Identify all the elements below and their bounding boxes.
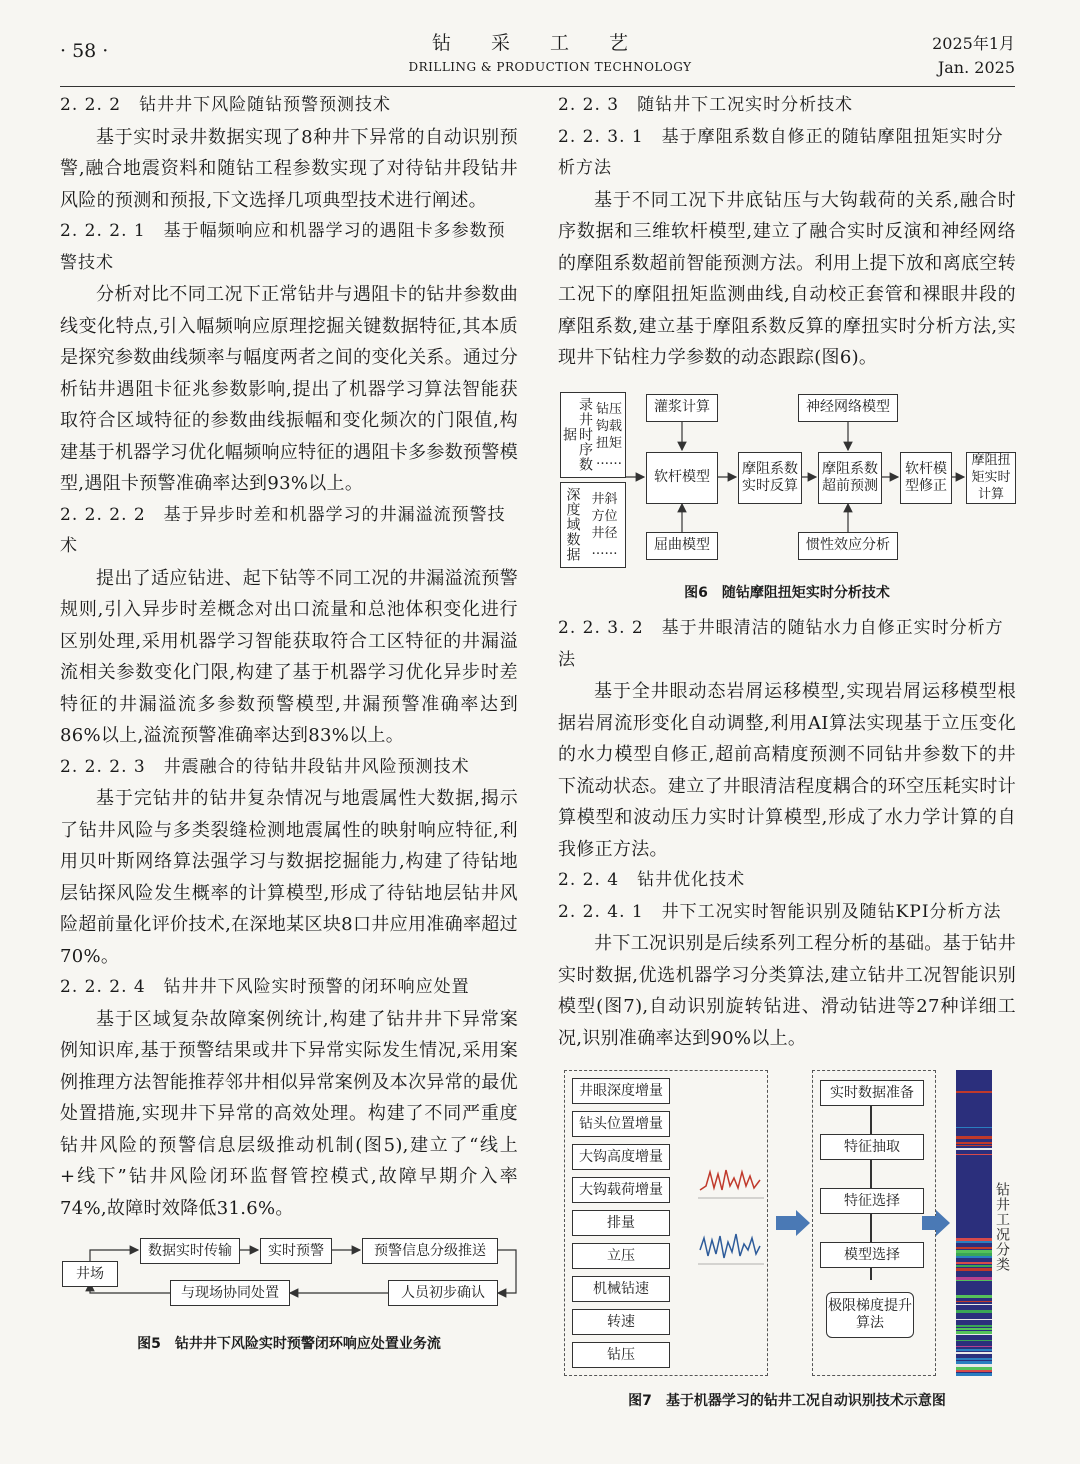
fig7-step-arrow <box>870 1214 872 1242</box>
fig6-box-torque: 摩阻扭矩实时计算 <box>966 452 1016 504</box>
fig6-box-correction: 软杆模型修正 <box>900 452 952 504</box>
fig7-bar-stripe <box>956 1265 992 1267</box>
paragraph: 井下工况识别是后续系列工程分析的基础。基于钻井实时数据,优选机器学习分类算法,建立钻井工况智能识别模型(图7),自动识别旋转钻进、滑动钻进等27种详细工况,识别准确率达到90%以上。 <box>558 933 1016 1049</box>
fig7-bar-stripe <box>956 1370 992 1372</box>
fig7-bar-stripe <box>956 1310 992 1313</box>
issue-date-en: Jan. 2025 <box>937 58 1015 77</box>
paragraph: 基于区域复杂故障案例统计,构建了钻井井下异常案例知识库,基于预警结果或井下异常实际发生情况,采用案例推理方法智能推荐邻井相似异常案例及本次异常的最优处置措施,实现井下异常的高效处理。构建了不同严重度钻井风险的预警信息层级推动机制(图5),建立了“线上+线下”钻井风险闭环监督管控模式,故障早期介入率74%,故障时效降低31.6%。 <box>60 1008 518 1219</box>
fig7-step-box: 模型选择 <box>820 1242 924 1268</box>
fig7-step-box: 特征抽取 <box>820 1134 924 1160</box>
fig7-bar-stripe <box>956 1268 992 1271</box>
fig7-step-arrow <box>870 1268 872 1280</box>
fig7-bar-stripe <box>956 1301 992 1302</box>
fig6-label: 录井时序数据 <box>561 397 593 472</box>
fig7-bar-stripe <box>956 1346 992 1347</box>
fig6-box-buckling: 屈曲模型 <box>646 532 718 560</box>
fig7-classification-bar <box>956 1070 992 1376</box>
fig7-param-box: 钻压 <box>572 1342 670 1368</box>
fig5-node-alarm: 实时预警 <box>260 1238 332 1264</box>
fig7-bar-stripe <box>956 1304 992 1305</box>
fig7-bar-stripe <box>956 1280 992 1281</box>
section-heading: 2. 2. 2. 1 基于幅频响应和机器学习的遇阻卡多参数预警技术 <box>60 221 506 273</box>
fig6-box-grout: 灌浆计算 <box>646 394 718 422</box>
fig7-param-box: 井眼深度增量 <box>572 1078 670 1104</box>
header-rule <box>60 86 1015 87</box>
fig7-bar-stripe <box>956 1241 992 1243</box>
fig7-bar-stripe <box>956 1352 992 1354</box>
section-heading: 2. 2. 2. 4 钻井井下风险实时预警的闭环响应处置 <box>60 977 470 997</box>
fig7-step-arrow <box>870 1106 872 1134</box>
fig7-algo-box: 极限梯度提升算法 <box>826 1292 914 1338</box>
fig5-node-push: 预警信息分级推送 <box>362 1238 498 1264</box>
left-column <box>60 90 518 1361</box>
fig7-bar-stripe <box>956 1142 992 1144</box>
fig6-caption: 图6 随钻摩阻扭矩实时分析技术 <box>684 584 890 601</box>
fig7-bar-stripe <box>956 1136 992 1139</box>
fig6-box-predict: 摩阻系数超前预测 <box>818 452 882 504</box>
page-number: · 58 · <box>60 40 109 62</box>
figure-6 <box>558 392 1016 572</box>
fig7-bar-stripe <box>956 1145 992 1146</box>
fig7-bar-stripe <box>956 1256 992 1258</box>
fig5-node-coordinate: 与现场协同处置 <box>170 1280 290 1306</box>
right-column <box>558 90 1016 1418</box>
fig7-bar-stripe <box>956 1319 992 1320</box>
fig7-sensor-plots <box>698 1160 768 1280</box>
issue-date <box>932 32 1015 80</box>
section-heading: 2. 2. 3. 2 基于井眼清洁的随钻水力自修正实时分析方法 <box>558 618 1004 670</box>
section-heading: 2. 2. 2. 3 井震融合的待钻井段钻井风险预测技术 <box>60 756 470 777</box>
issue-date-cn: 2025年1月 <box>932 34 1015 53</box>
paragraph: 基于不同工况下井底钻压与大钩载荷的关系,融合时序数据和三维软杆模型,建立了融合实时反演和神经网络的摩阻系数超前智能预测方法。利用上提下放和离底空转工况下的摩阻扭矩监测曲线,自动校正套管和裸眼井段的摩阻系数,建立基于摩阻系数反算的摩扭实时分析方法,实现井下钻柱力学参数的动态跟踪(图6)。 <box>558 189 1016 368</box>
fig7-bar-stripe <box>956 1127 992 1128</box>
fig7-bar-stripe <box>956 1247 992 1249</box>
paragraph: 分析对比不同工况下正常钻井与遇阻卡的钻井参数曲线变化特点,引入幅频响应原理挖掘关键数据特征,其本质是探究参数曲线频率与幅度两者之间的变化关系。通过分析钻井遇阻卡征兆参数影响,提出了机器学习算法智能获取符合区域特征的参数曲线振幅和变化频次的门限值,构建基于机器学习优化幅频响应特征的遇阻卡多参数预警模型,遇阻卡预警准确率达到93%以上。 <box>60 284 518 494</box>
fig7-step-arrow <box>870 1160 872 1188</box>
fig5-node-confirm: 人员初步确认 <box>388 1280 498 1306</box>
fig6-box-logging <box>560 392 626 478</box>
fig7-bar-stripe <box>956 1349 992 1351</box>
fig6-box-inversion: 摩阻系数实时反算 <box>738 452 802 504</box>
fig6-box-inertia: 惯性效应分析 <box>798 532 898 560</box>
journal-title-cn: 钻采工艺 <box>431 32 668 54</box>
section-heading: 2. 2. 4 钻井优化技术 <box>558 870 746 890</box>
figure-7 <box>558 1070 1016 1380</box>
fig7-bar-stripe <box>956 1295 992 1298</box>
fig7-bar-stripe <box>956 1328 992 1330</box>
fig7-step-box: 特征选择 <box>820 1188 924 1214</box>
fig7-arrow-head <box>936 1210 950 1236</box>
fig5-caption: 图5 钻井井下风险实时预警闭环响应处置业务流 <box>137 1336 441 1352</box>
fig7-arrow-head <box>796 1210 810 1236</box>
fig7-bar-label: 钻井工况分类 <box>994 1182 1010 1272</box>
fig6-label: 钻压 钩载 扭矩 …… <box>595 401 622 468</box>
section-heading: 2. 2. 3 随钻井下工况实时分析技术 <box>558 95 854 115</box>
fig7-param-box: 立压 <box>572 1243 670 1269</box>
fig6-label: 井斜 方位 井径 …… <box>591 491 618 558</box>
fig7-param-box: 钻头位置增量 <box>572 1111 670 1137</box>
fig7-param-box: 排量 <box>572 1210 670 1236</box>
figure-5 <box>60 1238 518 1323</box>
section-heading: 2. 2. 3. 1 基于摩阻系数自修正的随钻摩阻扭矩实时分析方法 <box>558 126 1004 178</box>
fig7-bar-stripe <box>956 1262 992 1264</box>
paragraph: 基于实时录井数据实现了8种井下异常的自动识别预警,融合地震资料和随钻工程参数实现了对待钻井段钻井风险的预测和预报,下文选择几项典型技术进行阐述。 <box>60 126 518 211</box>
fig6-box-depth <box>560 482 626 568</box>
fig7-caption: 图7 基于机器学习的钻井工况自动识别技术示意图 <box>628 1393 946 1409</box>
fig7-param-box: 大钩载荷增量 <box>572 1177 670 1203</box>
fig6-box-softrod: 软杆模型 <box>646 452 718 504</box>
section-heading: 2. 2. 4. 1 井下工况实时智能识别及随钻KPI分析方法 <box>558 901 1002 922</box>
fig6-box-neural: 神经网络模型 <box>798 394 898 422</box>
fig7-bar-stripe <box>956 1358 992 1360</box>
fig7-bar-stripe <box>956 1154 992 1155</box>
fig7-bar-stripe <box>956 1373 992 1376</box>
fig7-bar-stripe <box>956 1334 992 1335</box>
journal-title-en: DRILLING & PRODUCTION TECHNOLOGY <box>408 60 692 74</box>
fig7-arrow <box>776 1216 796 1230</box>
fig7-step-box: 实时数据准备 <box>820 1080 924 1106</box>
fig5-node-wellsite: 井场 <box>62 1261 118 1287</box>
fig7-param-box: 大钩高度增量 <box>572 1144 670 1170</box>
fig7-bar-stripe <box>956 1325 992 1327</box>
fig7-bar-stripe <box>956 1148 992 1150</box>
running-header <box>60 14 1015 77</box>
paragraph: 基于完钻井的钻井复杂情况与地震属性大数据,揭示了钻井风险与多类裂缝检测地震属性的映射响应特征,利用贝叶斯网络算法强学习与数据挖掘能力,构建了待钻地层钻探风险发生概率的计算模型,形成了待钻地层钻井风险超前量化评价技术,在深地某区块8口井应用准确率超过70%。 <box>60 788 518 967</box>
paragraph: 基于全井眼动态岩屑运移模型,实现岩屑运移模型根据岩屑流形变化自动调整,利用AI算法实现基于立压变化的水力模型自修正,超前高精度预测不同钻井参数下的井下流动状态。建立了井眼清洁程度耦合的环空压耗实时计算模型和波动压力实时计算模型,形成了水力学计算的自我修正方法。 <box>558 681 1016 860</box>
fig7-param-box: 转速 <box>572 1309 670 1335</box>
fig7-arrow <box>922 1216 936 1230</box>
section-heading: 2. 2. 2. 2 基于异步时差和机器学习的井漏溢流预警技术 <box>60 504 506 556</box>
section-heading: 2. 2. 2 钻井井下风险随钻预警预测技术 <box>60 95 392 115</box>
fig7-bar-stripe <box>956 1340 992 1341</box>
fig7-bar-stripe <box>956 1091 992 1093</box>
fig5-node-transmit: 数据实时传输 <box>140 1238 240 1264</box>
paragraph: 提出了适应钻进、起下钻等不同工况的井漏溢流预警规则,引入异步时差概念对出口流量和总池体积变化进行区别处理,采用机器学习智能获取符合工区特征的井漏溢流相关参数变化门限,构建了基于机器学习优化异步时差特征的井漏溢流多参数预警模型,井漏预警准确率达到86%以上,溢流预警准确率达到83%以上。 <box>60 567 518 746</box>
fig6-label: 深度域数据 <box>564 487 581 562</box>
fig7-param-box: 机械钻速 <box>572 1276 670 1302</box>
